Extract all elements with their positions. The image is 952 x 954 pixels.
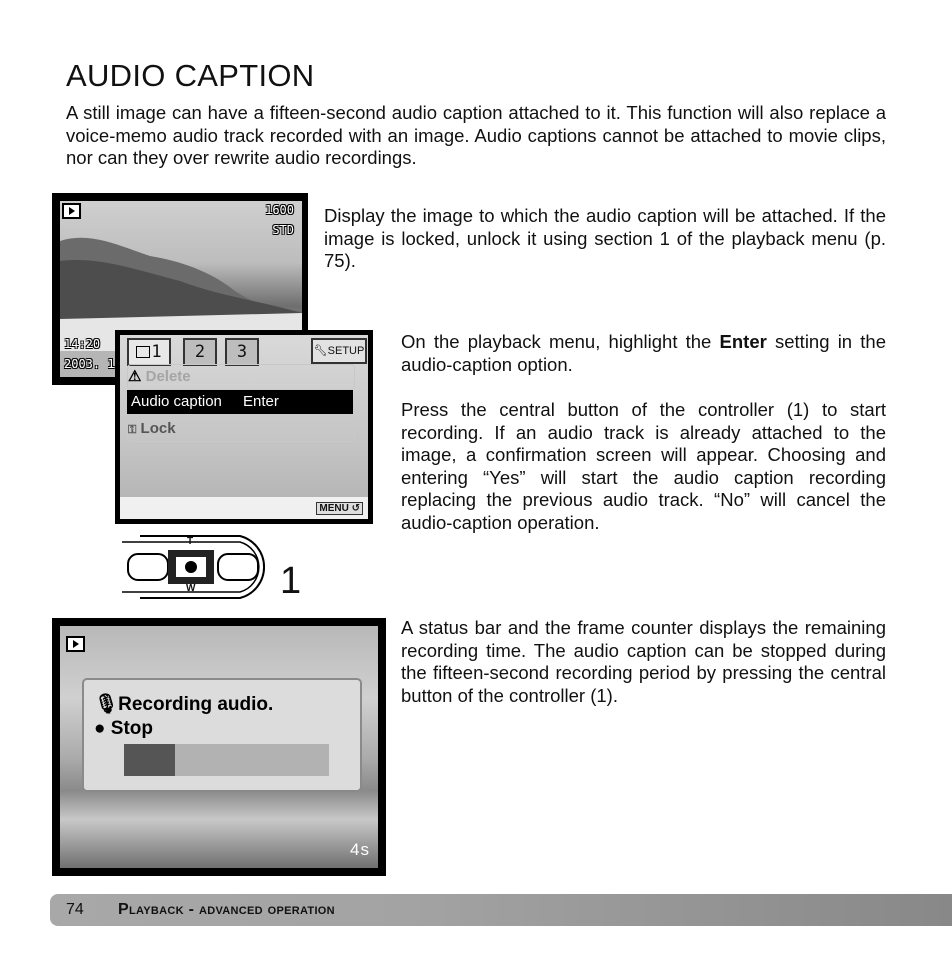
microphone-icon: 🎙︎ (94, 694, 119, 715)
zoom-tele-label: T (187, 536, 194, 547)
recording-progress-bar (124, 744, 329, 776)
recording-screen (52, 618, 386, 876)
stop-option[interactable]: ● Stop (94, 718, 153, 739)
return-icon: ↺ (351, 503, 360, 514)
audio-caption-setting: Enter (243, 393, 279, 410)
recording-dialog (82, 678, 362, 792)
key-icon: ⚿ (128, 424, 137, 436)
page-footer (50, 894, 952, 926)
wrench-icon: 🔧︎ (313, 345, 328, 357)
menu-item-lock[interactable]: ⚿ Lock (127, 416, 355, 442)
intro-paragraph: A still image can have a fifteen-second audio caption attached to it. This function will also replace a voice-memo audio track recorded with an image. Audio captions cannot be attached to movie clips, nor can they over rewrite audio recordings. (66, 102, 886, 168)
menu-item-audio-caption[interactable]: Audio caption Enter (127, 390, 353, 414)
recording-progress-fill (124, 744, 175, 776)
menu-button-indicator: MENU ↺ (316, 502, 363, 515)
recording-status-line: 🎙︎Recording audio. (94, 694, 274, 715)
playback-mode-icon (62, 203, 81, 219)
iso-readout: 1600 (265, 203, 294, 217)
warning-icon: ⚠ (128, 368, 142, 385)
page-number: 74 (66, 901, 84, 918)
tab-setup[interactable]: 🔧︎SETUP (311, 338, 367, 364)
controller-diagram (120, 530, 280, 609)
tab-section-1[interactable]: 1 (127, 338, 171, 366)
zoom-wide-label: W (186, 583, 196, 594)
paragraph-press-central: Press the central button of the controller (1) to start recording. If an audio track is already attached to the image, a confirmation screen will appear. Choosing and entering “Yes” will start the audio caption recording replacing the previous audio track. “No” will cancel the audio-caption operation. (401, 399, 886, 533)
quality-readout: STD (272, 223, 294, 237)
date-readout: 2003. 1 (64, 357, 115, 371)
playback-menu-screen (115, 330, 373, 524)
playback-tab-icon (136, 346, 150, 358)
tab-section-3[interactable]: 3 (225, 338, 259, 366)
paragraph-highlight-enter: On the playback menu, highlight the Enter setting in the audio-caption option. (401, 331, 886, 375)
menu-item-delete[interactable]: ⚠ Delete (127, 364, 355, 390)
playback-mode-icon (66, 636, 85, 652)
bullet-icon: ● (94, 718, 106, 739)
section-title: Playback - advanced operation (118, 901, 335, 918)
controller-callout-number: 1 (280, 560, 302, 602)
page-title: AUDIO CAPTION (66, 58, 315, 93)
tab-section-2[interactable]: 2 (183, 338, 217, 366)
paragraph-display-image: Display the image to which the audio caption will be attached. If the image is locked, unlock it using section 1 of the playback menu (p. 75). (324, 205, 886, 271)
time-readout: 14:20 (64, 337, 101, 351)
paragraph-status-bar: A status bar and the frame counter displays the remaining recording time. The audio caption can be stopped during the fifteen-second recording period by pressing the central button of the controller (1). (401, 617, 886, 706)
remaining-time-counter: 4s (350, 840, 370, 859)
